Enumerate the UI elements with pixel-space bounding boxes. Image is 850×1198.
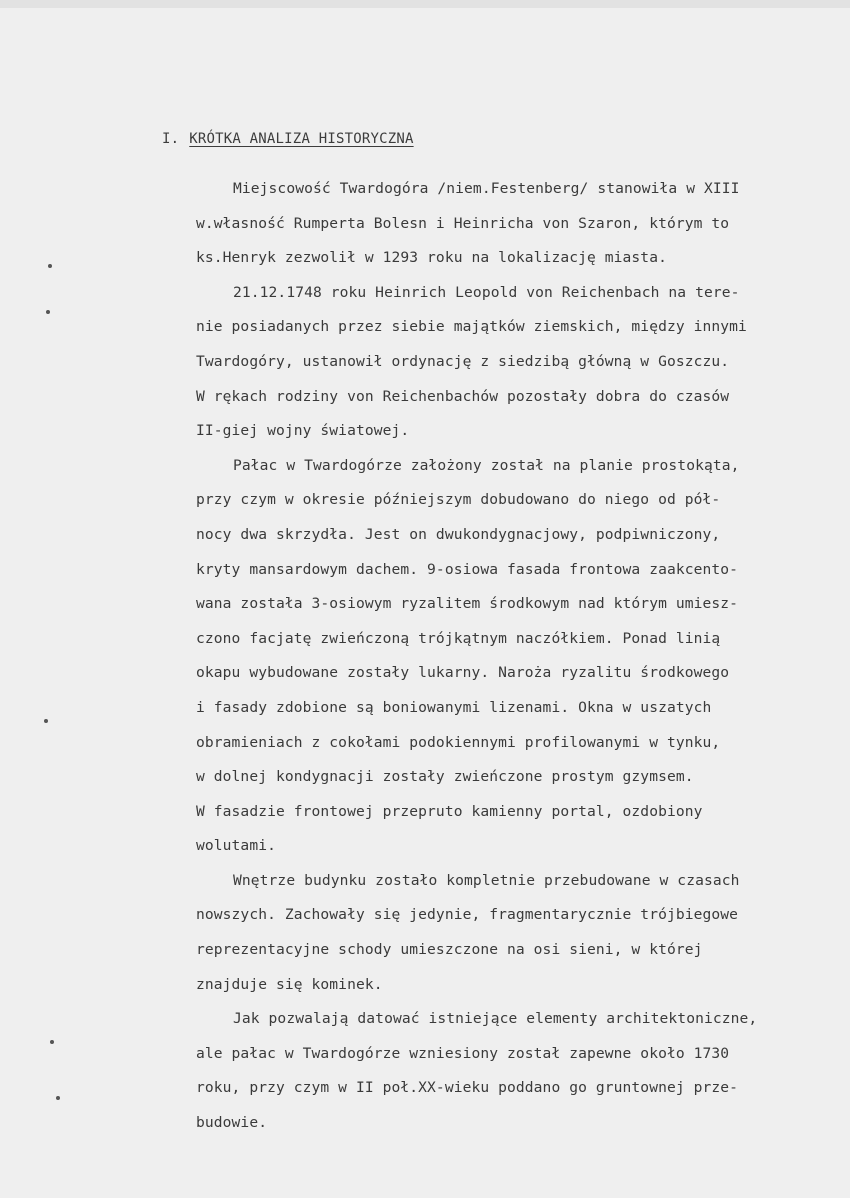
text-line: wolutami. <box>196 837 276 855</box>
text-line: ks.Henryk zezwolił w 1293 roku na lokalizację miasta. <box>196 249 667 267</box>
text-line: II-giej wojny światowej. <box>196 422 410 440</box>
section-heading <box>162 131 414 147</box>
text-line: nie posiadanych przez siebie majątków ziemskich, między innymi <box>196 318 747 336</box>
text-line: Miejscowość Twardogóra /niem.Festenberg/ stanowiła w XIII <box>233 180 740 197</box>
margin-dot <box>44 719 48 723</box>
margin-dot <box>46 310 50 314</box>
margin-dot <box>48 264 52 268</box>
body-text <box>196 172 836 1141</box>
margin-dot <box>50 1040 54 1044</box>
text-line: Pałac w Twardogórze założony został na planie prostokąta, <box>233 456 740 474</box>
text-line: W fasadzie frontowej przepruto kamienny portal, ozdobiony <box>196 802 703 820</box>
text-line: kryty mansardowym dachem. 9-osiowa fasada frontowa zaakcento- <box>196 560 739 578</box>
text-line: i fasady zdobione są boniowanymi lizenami. Okna w uszatych <box>196 698 712 716</box>
text-line: znajduje się kominek. <box>196 975 383 993</box>
text-line: 21.12.1748 roku Heinrich Leopold von Reichenbach na tere- <box>233 283 740 301</box>
text-line: nocy dwa skrzydła. Jest on dwukondygnacjowy, podpiwniczony, <box>196 525 721 543</box>
text-line: w.własność Rumperta Bolesn i Heinricha von Szaron, którym to <box>196 214 730 232</box>
text-line: przy czym w okresie późniejszym dobudowano do niego od pół- <box>196 491 721 509</box>
text-line: budowie. <box>196 1114 268 1132</box>
text-line: Jak pozwalają datować istniejące elementy architektoniczne, <box>233 1010 758 1028</box>
margin-dot <box>56 1096 60 1100</box>
text-line: W rękach rodziny von Reichenbachów pozostały dobra do czasów <box>196 387 730 405</box>
text-line: Wnętrze budynku zostało kompletnie przebudowane w czasach <box>233 871 740 889</box>
section-number: I. <box>162 131 180 147</box>
text-line: nowszych. Zachowały się jedynie, fragmentarycznie trójbiegowe <box>196 906 739 924</box>
text-line: roku, przy czym w II poł.XX-wieku poddano go gruntownej prze- <box>196 1079 739 1097</box>
page-top-edge <box>0 0 850 8</box>
text-line: obramieniach z cokołami podokiennymi profilowanymi w tynku, <box>196 733 721 751</box>
text-line: reprezentacyjne schody umieszczone na osi sieni, w której <box>196 941 703 959</box>
text-line: czono facjatę zwieńczoną trójkątnym naczółkiem. Ponad linią <box>196 629 721 647</box>
text-line: okapu wybudowane zostały lukarny. Naroża ryzalitu środkowego <box>196 664 730 682</box>
text-line: Twardogóry, ustanowił ordynację z siedzibą główną w Goszczu. <box>196 352 730 370</box>
text-line: wana została 3-osiowym ryzalitem środkowym nad którym umiesz- <box>196 595 739 613</box>
text-line: ale pałac w Twardogórze wzniesiony został zapewne około 1730 <box>196 1044 730 1062</box>
text-line: w dolnej kondygnacji zostały zwieńczone prostym gzymsem. <box>196 768 694 786</box>
section-title: KRÓTKA ANALIZA HISTORYCZNA <box>189 131 414 147</box>
